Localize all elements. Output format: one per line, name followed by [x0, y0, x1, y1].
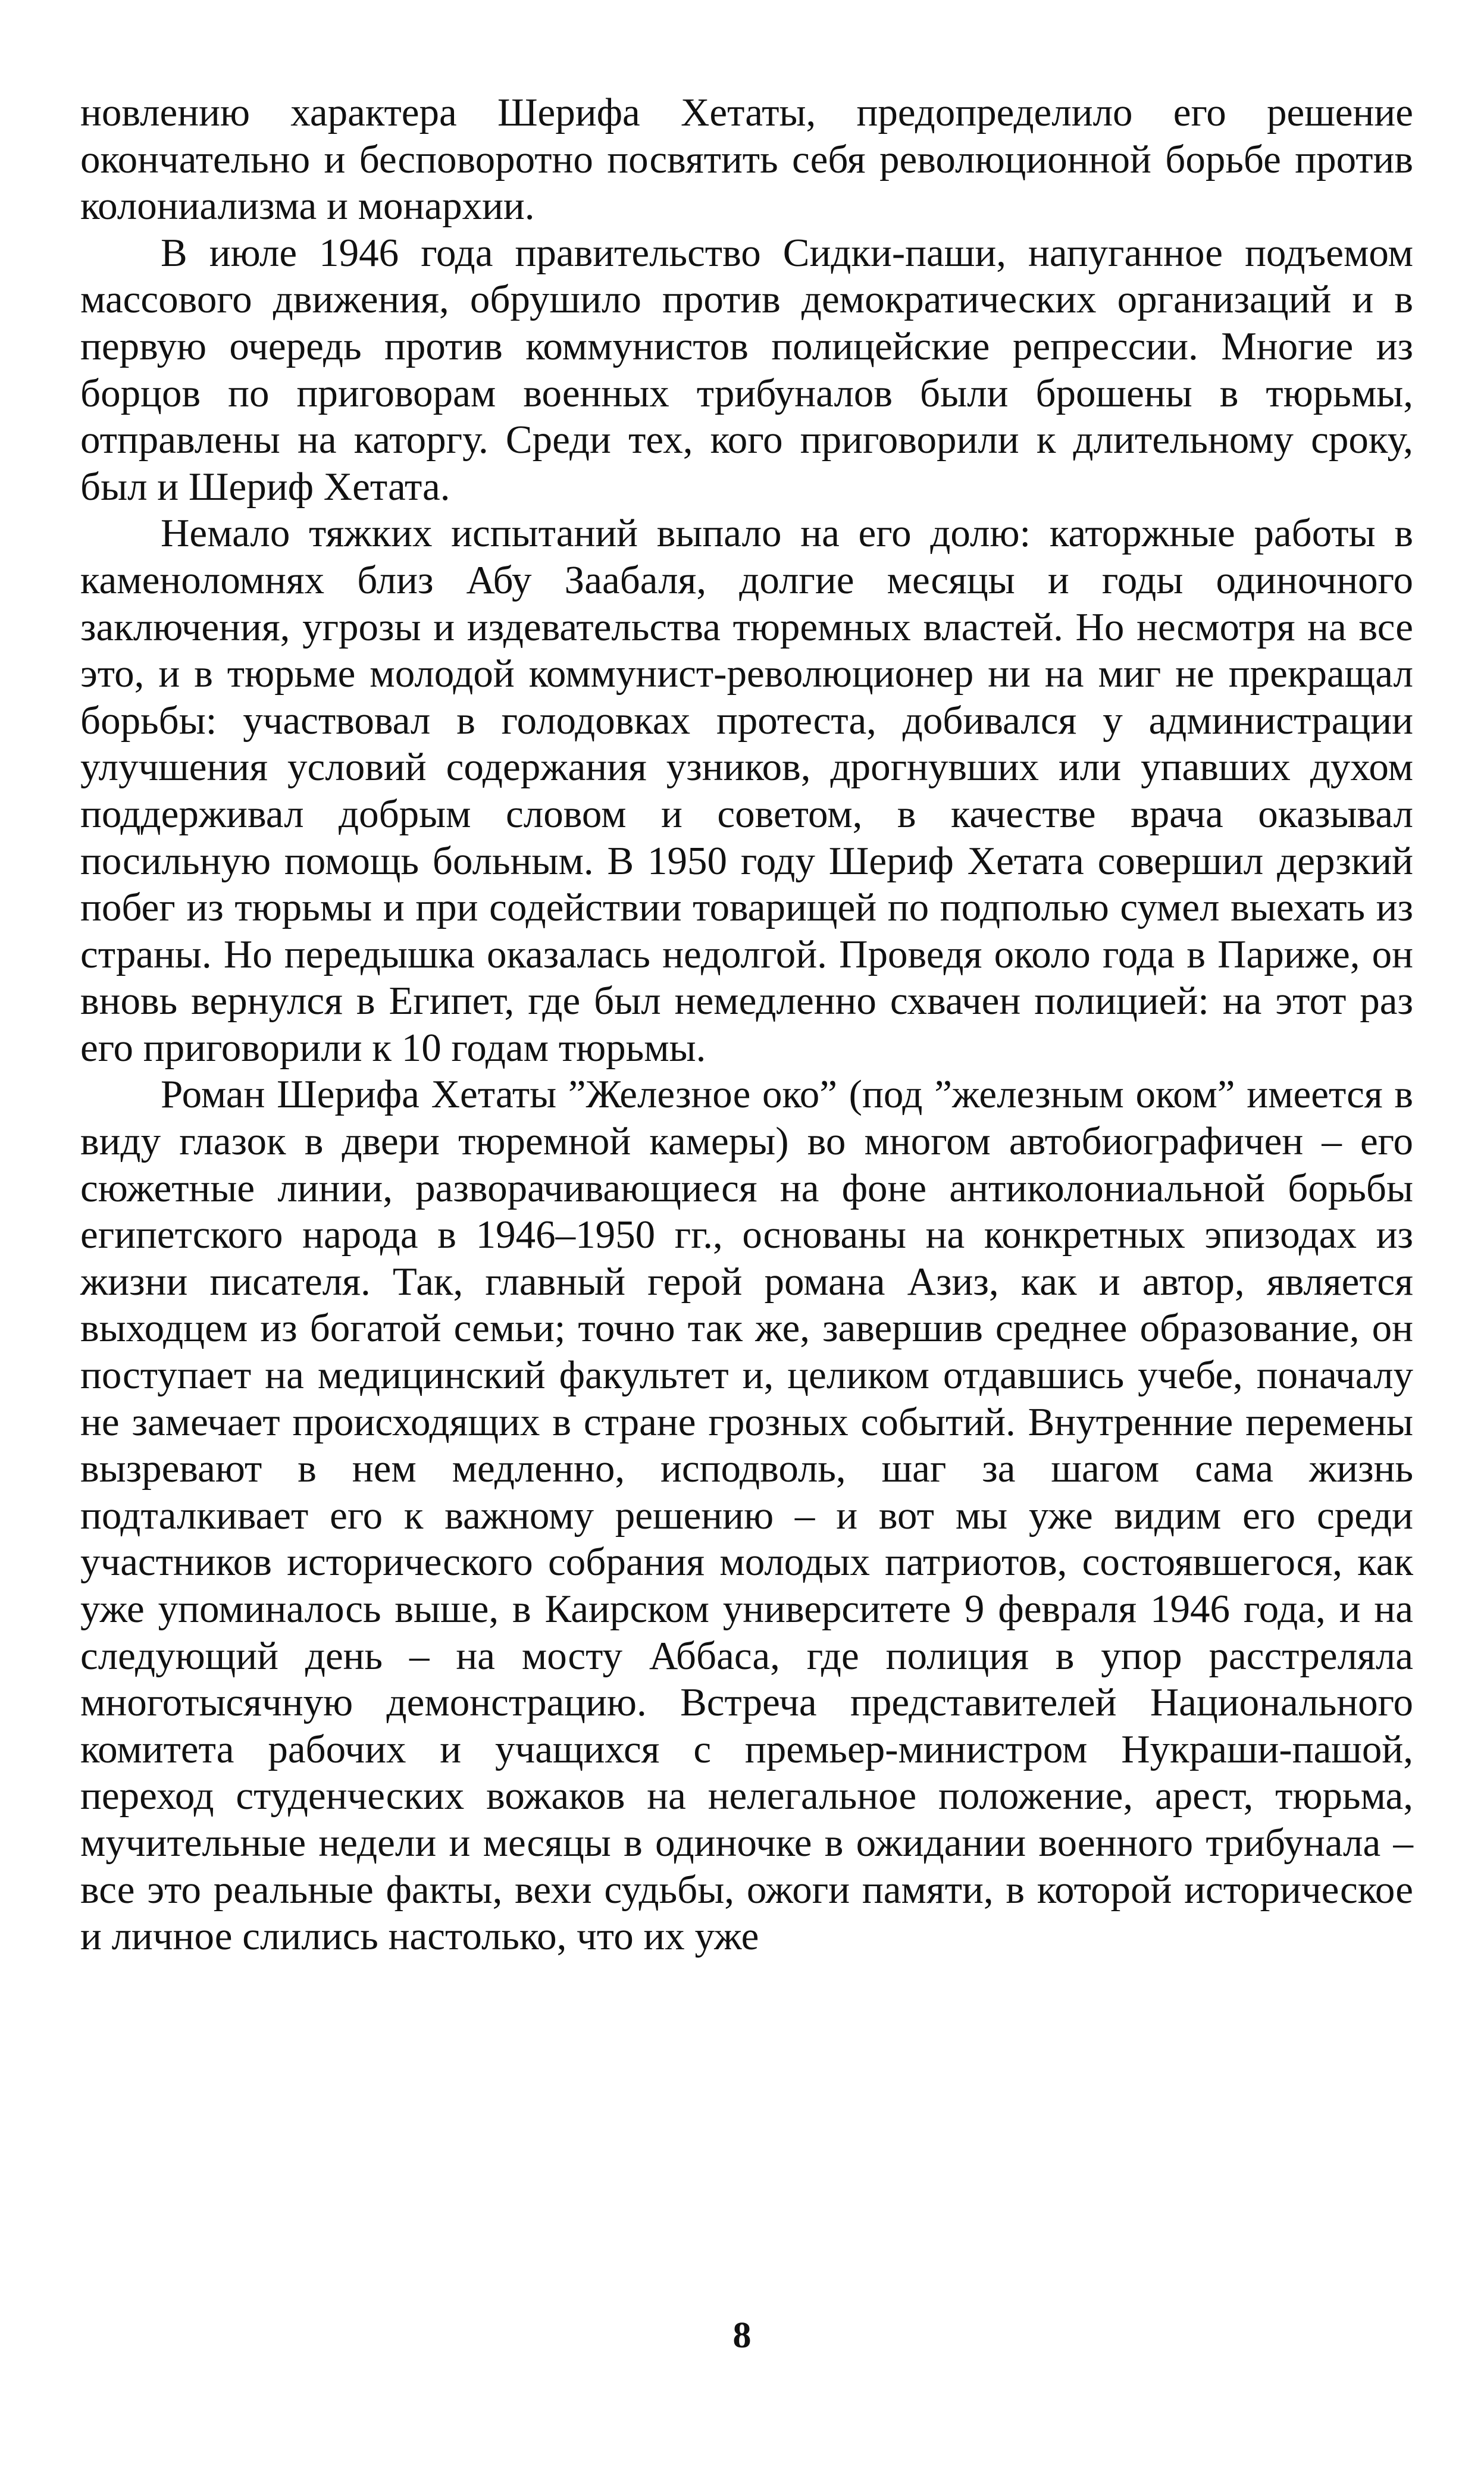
- paragraph-2: В июле 1946 года правительство Сидки-паши, напуганное подъемом массового движения, обрушило против демократических организаций и в первую очередь против коммунистов полицейские репрессии. Многие из борцов по приговорам военных трибуналов были брошены в тюрьмы, отправлены на каторгу. Среди тех, кого приговорили к длительному сроку, был и Шериф Хетата.: [80, 230, 1413, 509]
- page-number: 8: [732, 2315, 752, 2356]
- paragraph-3: Немало тяжких испытаний выпало на его долю: каторжные работы в каменоломнях близ Абу Заабаля, долгие месяцы и годы одиночного заключения, угрозы и издевательства тюремных властей. Но несмотря на все это, и в тюрьме молодой коммунист-революционер ни на миг не прекращал борьбы: участвовал в голодовках протеста, добивался у администрации улучшения условий содержания узников, дрогнувших или упавших духом поддерживал добрым словом и советом, в качестве врача оказывал посильную помощь больным. В 1950 году Шериф Хетата совершил дерзкий побег из тюрьмы и при содействии товарищей по подполью сумел выехать из страны. Но передышка оказалась недолгой. Проведя около года в Париже, он вновь вернулся в Египет, где был немедленно схвачен полицией: на этот раз его приговорили к 10 годам тюрьмы.: [80, 511, 1413, 1070]
- paragraph-1: новлению характера Шерифа Хетаты, предопределило его решение окончательно и бесповоротно посвятить себя революционной борьбе против колониализма и монархии.: [80, 90, 1413, 228]
- page-text: [80, 89, 1413, 1960]
- paragraph-4: Роман Шерифа Хетаты ”Железное око” (под ”железным оком” имеется в виду глазок в двери тюремной камеры) во многом автобиографичен – его сюжетные линии, разворачивающиеся на фоне антиколониальной борьбы египетского народа в 1946–1950 гг., основаны на конкретных эпизодах из жизни писателя. Так, главный герой романа Азиз, как и автор, является выходцем из богатой семьи; точно так же, завершив среднее образование, он поступает на медицинский факультет и, целиком отдавшись учебе, поначалу не замечает происходящих в стране грозных событий. Внутренние перемены вызревают в нем медленно, исподволь, шаг за шагом сама жизнь подталкивает его к важному решению – и вот мы уже видим его среди участников исторического собрания молодых патриотов, состоявшегося, как уже упоминалось выше, в Каирском университете 9 февраля 1946 года, и на следующий день – на мосту Аббаса, где полиция в упор расстреляла многотысячную демонстрацию. Встреча представителей Национального комитета рабочих и учащихся с премьер-министром Нукраши-пашой, переход студенческих вожаков на нелегальное положение, арест, тюрьма, мучительные недели и месяцы в одиночке в ожидании военного трибунала – все это реальные факты, вехи судьбы, ожоги памяти, в которой историческое и личное слились настолько, что их уже: [80, 1072, 1413, 1959]
